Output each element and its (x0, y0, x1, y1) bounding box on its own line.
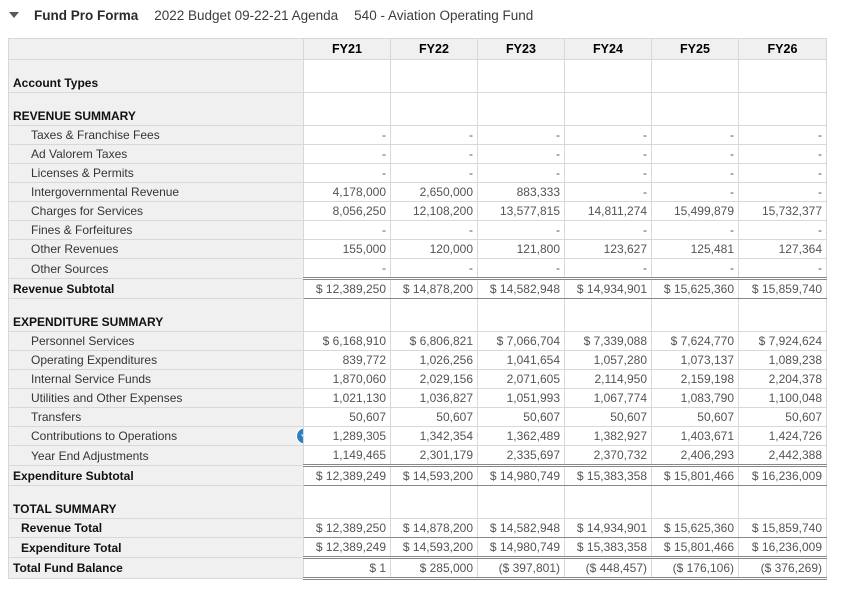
cell-fy22: 1,026,256 (391, 351, 478, 370)
table-row (9, 202, 827, 221)
table-row (9, 145, 827, 164)
cell-fy25: 125,481 (652, 240, 739, 259)
cell-fy21 (304, 93, 391, 126)
cell-fy24 (565, 486, 652, 519)
row-label: Licenses & Permits (9, 164, 304, 183)
cell-fy21: $ 1 (304, 558, 391, 579)
cell-fy25: ($ 176,106) (652, 558, 739, 579)
table-row (9, 259, 827, 279)
cell-fy25: 15,499,879 (652, 202, 739, 221)
cell-fy25: - (652, 221, 739, 240)
table-row (9, 466, 827, 486)
column-header-fy23: FY23 (478, 39, 565, 60)
cell-fy25: - (652, 183, 739, 202)
cell-fy24: 14,811,274 (565, 202, 652, 221)
title-bar (0, 0, 846, 30)
cell-fy26: - (739, 259, 827, 279)
cell-fy23: 1,041,654 (478, 351, 565, 370)
table-row (9, 164, 827, 183)
cell-fy22: - (391, 164, 478, 183)
cell-fy25: - (652, 259, 739, 279)
cell-fy22: 50,607 (391, 408, 478, 427)
cell-fy24: - (565, 259, 652, 279)
cell-fy25: $ 7,624,770 (652, 332, 739, 351)
cell-fy23: 883,333 (478, 183, 565, 202)
cell-fy21: $ 6,168,910 (304, 332, 391, 351)
collapse-triangle-icon[interactable] (9, 12, 19, 18)
cell-fy23 (478, 93, 565, 126)
cell-fy22: 120,000 (391, 240, 478, 259)
table-row (9, 486, 827, 519)
cell-fy25: - (652, 164, 739, 183)
row-label: Fines & Forfeitures (9, 221, 304, 240)
cell-fy24: $ 14,934,901 (565, 519, 652, 538)
cell-fy25: $ 15,625,360 (652, 279, 739, 299)
cell-fy25: $ 15,801,466 (652, 538, 739, 558)
cell-fy22: 2,301,179 (391, 446, 478, 466)
row-label: Contributions to Operations (9, 427, 304, 446)
cell-fy23: - (478, 164, 565, 183)
cell-fy24: 1,057,280 (565, 351, 652, 370)
cell-fy24: 2,370,732 (565, 446, 652, 466)
cell-fy26: $ 15,859,740 (739, 519, 827, 538)
column-header-fy26: FY26 (739, 39, 827, 60)
cell-fy26: $ 15,859,740 (739, 279, 827, 299)
cell-fy24: $ 14,934,901 (565, 279, 652, 299)
cell-fy21: - (304, 145, 391, 164)
cell-fy21: 1,021,130 (304, 389, 391, 408)
cell-fy25: $ 15,625,360 (652, 519, 739, 538)
cell-fy24: 50,607 (565, 408, 652, 427)
row-label: Year End Adjustments (9, 446, 304, 466)
row-label: Account Types (9, 60, 304, 93)
cell-fy22: $ 14,878,200 (391, 519, 478, 538)
table-row (9, 221, 827, 240)
cell-fy23: $ 14,980,749 (478, 538, 565, 558)
row-label: Revenue Total (9, 519, 304, 538)
cell-fy24: - (565, 126, 652, 145)
cell-fy23 (478, 299, 565, 332)
cell-fy21: 50,607 (304, 408, 391, 427)
cell-fy23: $ 14,582,948 (478, 519, 565, 538)
table-row (9, 427, 827, 446)
row-label: Revenue Subtotal (9, 279, 304, 299)
cell-fy24: ($ 448,457) (565, 558, 652, 579)
table-row (9, 93, 827, 126)
cell-fy24 (565, 299, 652, 332)
row-label: Expenditure Total (9, 538, 304, 558)
cell-fy21: - (304, 221, 391, 240)
cell-fy26: - (739, 126, 827, 145)
cell-fy25: - (652, 126, 739, 145)
cell-fy21: $ 12,389,249 (304, 466, 391, 486)
cell-fy26: - (739, 183, 827, 202)
cell-fy21: 839,772 (304, 351, 391, 370)
column-header-fy24: FY24 (565, 39, 652, 60)
cell-fy23: - (478, 259, 565, 279)
column-header-fy21: FY21 (304, 39, 391, 60)
cell-fy24: 1,382,927 (565, 427, 652, 446)
cell-fy26 (739, 93, 827, 126)
table-row (9, 126, 827, 145)
row-label: Taxes & Franchise Fees (9, 126, 304, 145)
table-row (9, 370, 827, 389)
table-row (9, 279, 827, 299)
cell-fy22: - (391, 126, 478, 145)
row-label: Personnel Services (9, 332, 304, 351)
column-header-fy25: FY25 (652, 39, 739, 60)
cell-fy25 (652, 93, 739, 126)
cell-fy26 (739, 299, 827, 332)
cell-fy22: - (391, 221, 478, 240)
cell-fy26: $ 16,236,009 (739, 466, 827, 486)
row-label: Intergovernmental Revenue (9, 183, 304, 202)
cell-fy26 (739, 60, 827, 93)
cell-fy22 (391, 93, 478, 126)
cell-fy24: - (565, 164, 652, 183)
table-row (9, 446, 827, 466)
table-header-row (9, 39, 827, 60)
row-label: REVENUE SUMMARY (9, 93, 304, 126)
cell-fy25: 1,083,790 (652, 389, 739, 408)
cell-fy25 (652, 299, 739, 332)
cell-fy21: 1,149,465 (304, 446, 391, 466)
cell-fy26: 50,607 (739, 408, 827, 427)
cell-fy26: $ 16,236,009 (739, 538, 827, 558)
row-label: Expenditure Subtotal (9, 466, 304, 486)
cell-fy21: 1,289,305 (304, 427, 391, 446)
cell-fy22: - (391, 145, 478, 164)
cell-fy25: 50,607 (652, 408, 739, 427)
cell-fy23: 50,607 (478, 408, 565, 427)
cell-fy21: 1,870,060 (304, 370, 391, 389)
cell-fy24: $ 7,339,088 (565, 332, 652, 351)
cell-fy25 (652, 486, 739, 519)
table-row (9, 558, 827, 579)
cell-fy24: - (565, 145, 652, 164)
cell-fy23: 121,800 (478, 240, 565, 259)
cell-fy26: - (739, 145, 827, 164)
row-label: Utilities and Other Expenses (9, 389, 304, 408)
table-row (9, 299, 827, 332)
cell-fy22: 12,108,200 (391, 202, 478, 221)
cell-fy23: $ 14,582,948 (478, 279, 565, 299)
cell-fy23 (478, 486, 565, 519)
cell-fy26: $ 7,924,624 (739, 332, 827, 351)
row-label: Total Fund Balance (9, 558, 304, 579)
pro-forma-table (8, 38, 827, 580)
row-label: Operating Expenditures (9, 351, 304, 370)
table-row (9, 389, 827, 408)
row-label: EXPENDITURE SUMMARY (9, 299, 304, 332)
cell-fy21: 4,178,000 (304, 183, 391, 202)
table-row (9, 408, 827, 427)
cell-fy26: ($ 376,269) (739, 558, 827, 579)
cell-fy26: 15,732,377 (739, 202, 827, 221)
cell-fy26: - (739, 221, 827, 240)
cell-fy24: $ 15,383,358 (565, 538, 652, 558)
cell-fy23: ($ 397,801) (478, 558, 565, 579)
table-row (9, 351, 827, 370)
chevron-down-icon (301, 434, 304, 439)
cell-fy21: 8,056,250 (304, 202, 391, 221)
row-label: Transfers (9, 408, 304, 427)
table-body (9, 60, 827, 579)
table-row (9, 60, 827, 93)
cell-fy24: - (565, 221, 652, 240)
cell-fy26: - (739, 164, 827, 183)
table-row (9, 519, 827, 538)
cell-fy23: 13,577,815 (478, 202, 565, 221)
cell-fy24 (565, 60, 652, 93)
cell-fy23: - (478, 145, 565, 164)
cell-fy26: 1,100,048 (739, 389, 827, 408)
cell-fy24: - (565, 183, 652, 202)
row-label: TOTAL SUMMARY (9, 486, 304, 519)
cell-fy22: 2,029,156 (391, 370, 478, 389)
table-row (9, 183, 827, 202)
cell-fy21: $ 12,389,249 (304, 538, 391, 558)
cell-fy26 (739, 486, 827, 519)
cell-fy25 (652, 60, 739, 93)
row-label: Other Sources (9, 259, 304, 279)
cell-fy26: 2,204,378 (739, 370, 827, 389)
cell-fy25: - (652, 145, 739, 164)
cell-fy23: 1,362,489 (478, 427, 565, 446)
cell-fy22: 1,342,354 (391, 427, 478, 446)
row-label: Charges for Services (9, 202, 304, 221)
cell-fy22: $ 6,806,821 (391, 332, 478, 351)
cell-fy24: 123,627 (565, 240, 652, 259)
cell-fy25: 2,159,198 (652, 370, 739, 389)
cell-fy21: 155,000 (304, 240, 391, 259)
cell-fy21: $ 12,389,250 (304, 279, 391, 299)
cell-fy21 (304, 60, 391, 93)
cell-fy21 (304, 486, 391, 519)
table-row (9, 240, 827, 259)
cell-fy23: - (478, 221, 565, 240)
cell-fy22: $ 14,878,200 (391, 279, 478, 299)
row-label: Other Revenues (9, 240, 304, 259)
cell-fy21: - (304, 164, 391, 183)
cell-fy23 (478, 60, 565, 93)
page-title: Fund Pro Forma (34, 7, 139, 23)
cell-fy26: 1,089,238 (739, 351, 827, 370)
cell-fy23: $ 7,066,704 (478, 332, 565, 351)
cell-fy23: - (478, 126, 565, 145)
cell-fy26: 2,442,388 (739, 446, 827, 466)
cell-fy22: - (391, 259, 478, 279)
cell-fy23: 1,051,993 (478, 389, 565, 408)
cell-fy26: 1,424,726 (739, 427, 827, 446)
cell-fy22 (391, 486, 478, 519)
cell-fy22: $ 285,000 (391, 558, 478, 579)
row-label: Ad Valorem Taxes (9, 145, 304, 164)
cell-fy25: 1,073,137 (652, 351, 739, 370)
budget-context-label: 2022 Budget 09-22-21 Agenda (154, 7, 339, 23)
column-header-fy22: FY22 (391, 39, 478, 60)
cell-fy23: 2,335,697 (478, 446, 565, 466)
cell-fy22 (391, 60, 478, 93)
cell-fy22 (391, 299, 478, 332)
cell-fy24: 2,114,950 (565, 370, 652, 389)
cell-fy22: $ 14,593,200 (391, 466, 478, 486)
cell-fy24: $ 15,383,358 (565, 466, 652, 486)
cell-fy24 (565, 93, 652, 126)
cell-fy21: - (304, 126, 391, 145)
cell-fy22: 1,036,827 (391, 389, 478, 408)
chevron-down-circle-icon[interactable] (297, 429, 304, 444)
cell-fy22: $ 14,593,200 (391, 538, 478, 558)
cell-fy25: $ 15,801,466 (652, 466, 739, 486)
header-corner-cell (9, 39, 304, 60)
cell-fy23: $ 14,980,749 (478, 466, 565, 486)
table-row (9, 538, 827, 558)
row-label: Internal Service Funds (9, 370, 304, 389)
fund-context-label: 540 - Aviation Operating Fund (354, 7, 534, 23)
cell-fy21: - (304, 259, 391, 279)
cell-fy21: $ 12,389,250 (304, 519, 391, 538)
cell-fy25: 2,406,293 (652, 446, 739, 466)
cell-fy21 (304, 299, 391, 332)
table-row (9, 332, 827, 351)
cell-fy24: 1,067,774 (565, 389, 652, 408)
cell-fy22: 2,650,000 (391, 183, 478, 202)
cell-fy23: 2,071,605 (478, 370, 565, 389)
cell-fy25: 1,403,671 (652, 427, 739, 446)
cell-fy26: 127,364 (739, 240, 827, 259)
